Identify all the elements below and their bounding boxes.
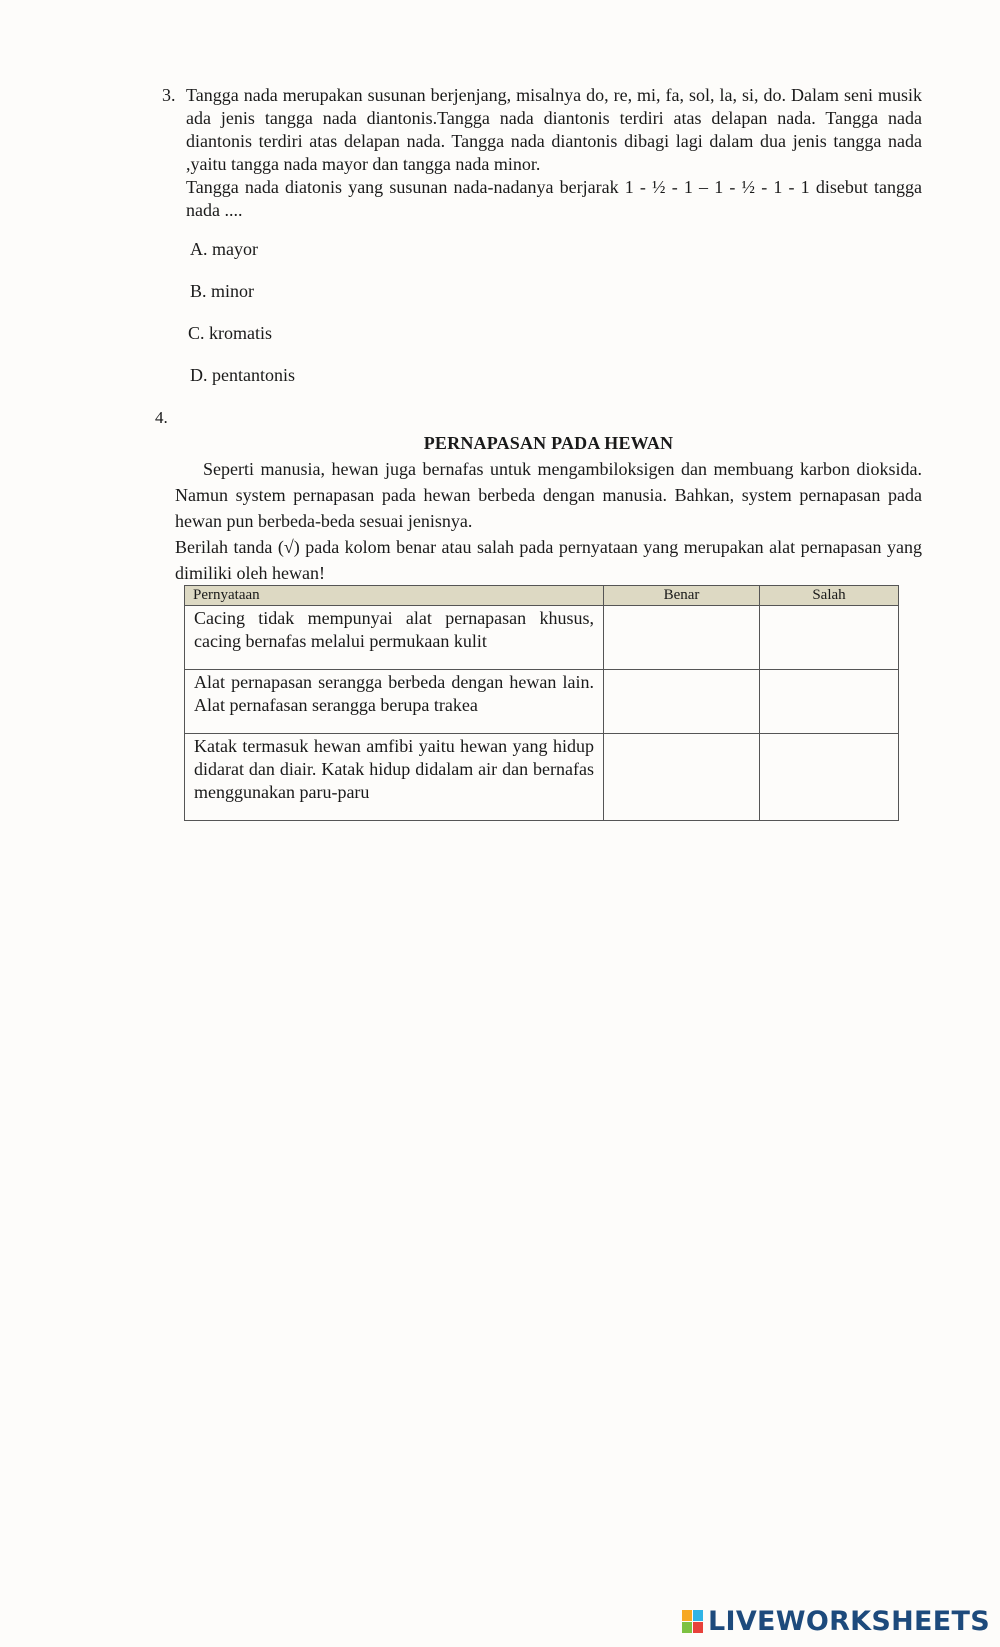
question-3-paragraph-1: Tangga nada merupakan susunan berjenjang, misalnya do, re, mi, fa, sol, la, si, do. Dalam seni musik ada jenis tangga nada diantonis.Tangga nada diantonis terdiri atas delapan nada. Tangga nada diantonis terdiri atas delapan nada. Tangga nada diantonis dibagi lagi dalam dua jenis tangga nada ,yaitu tangga nada mayor dan tangga nada minor. <box>186 85 922 174</box>
benar-checkbox-cell[interactable] <box>604 670 760 734</box>
header-benar: Benar <box>604 586 760 606</box>
question-3-paragraph-2: Tangga nada diatonis yang susunan nada-nadanya berjarak 1 - ½ - 1 – 1 - ½ - 1 - 1 disebut tangga nada .... <box>186 177 922 220</box>
option-d[interactable]: D. pentantonis <box>190 365 295 385</box>
logo-square-3 <box>682 1622 692 1633</box>
question-4-paragraph-1: Seperti manusia, hewan juga bernafas untuk mengambiloksigen dan membuang karbon dioksida. Namun system pernapasan pada hewan berbeda dengan manusia. Bahkan, system pernapasan pada hewan pun berbeda-beda sesuai jenisnya. <box>175 459 922 531</box>
brand-name: LIVEWORKSHEETS <box>707 1606 990 1637</box>
table-header-row <box>185 586 899 606</box>
question-4-number: 4. <box>155 408 168 427</box>
table-row <box>185 734 899 821</box>
question-3-text <box>186 84 922 222</box>
question-3-number: 3. <box>162 85 176 105</box>
header-salah: Salah <box>760 586 899 606</box>
statement-cell: Katak termasuk hewan amfibi yaitu hewan yang hidup didarat dan diair. Katak hidup didalam air dan bernafas menggunakan paru-paru <box>185 734 604 821</box>
liveworksheets-logo-icon <box>682 1610 704 1634</box>
question-3 <box>162 84 922 222</box>
question-4-text <box>175 456 922 586</box>
question-4-title: PERNAPASAN PADA HEWAN <box>423 433 674 453</box>
table-row <box>185 606 899 670</box>
benar-checkbox-cell[interactable] <box>604 734 760 821</box>
option-a[interactable]: A. mayor <box>190 239 258 259</box>
header-pernyataan: Pernyataan <box>185 586 604 606</box>
salah-checkbox-cell[interactable] <box>760 734 899 821</box>
statement-cell: Cacing tidak mempunyai alat pernapasan khusus, cacing bernafas melalui permukaan kulit <box>185 606 604 670</box>
option-b[interactable]: B. minor <box>190 281 255 301</box>
benar-checkbox-cell[interactable] <box>604 606 760 670</box>
statement-cell: Alat pernapasan serangga berbeda dengan hewan lain. Alat pernafasan serangga berupa trakea <box>185 670 604 734</box>
table-row <box>185 670 899 734</box>
question-4-paragraph-2: Berilah tanda (√) pada kolom benar atau salah pada pernyataan yang merupakan alat pernapasan yang dimiliki oleh hewan! <box>175 537 922 583</box>
salah-checkbox-cell[interactable] <box>760 670 899 734</box>
option-c[interactable]: C. kromatis <box>188 323 272 343</box>
logo-square-1 <box>682 1610 692 1621</box>
logo-square-4 <box>693 1622 703 1633</box>
liveworksheets-brand <box>682 1606 990 1637</box>
salah-checkbox-cell[interactable] <box>760 606 899 670</box>
logo-square-2 <box>693 1610 703 1621</box>
statement-table <box>184 585 899 821</box>
